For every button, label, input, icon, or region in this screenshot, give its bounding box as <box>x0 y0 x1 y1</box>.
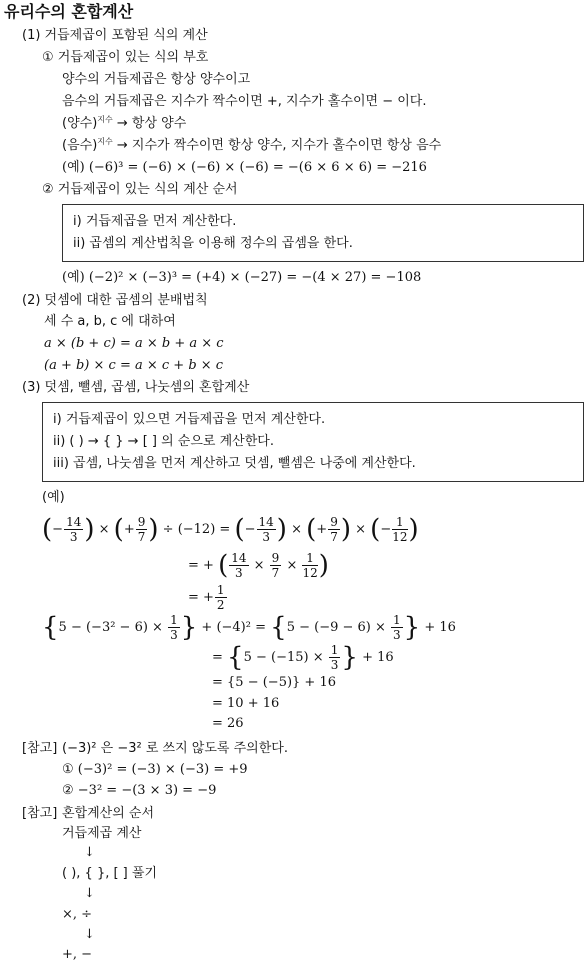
fraction: $\frac{1}{3}$ <box>330 643 339 672</box>
order-step-2: ( ), { }, [ ] 풀기 <box>62 866 158 881</box>
section-2-heading: (2) 덧셈에 대한 곱셈의 분배법칙 <box>22 293 208 308</box>
page-title: 유리수의 혼합계산 <box>4 2 134 21</box>
rule-text-2: 음수의 거듭제곱은 지수가 짝수이면 +, 지수가 홀수이면 − 이다. <box>62 94 427 109</box>
example-1: (예) (−6)³ = (−6) × (−6) × (−6) = −(6 × 6 × 6) = −216 <box>62 160 427 175</box>
rule-negative-base: (음수) <box>62 138 98 153</box>
equation-b-line-5: = 26 <box>212 716 244 731</box>
rule-positive-base: (양수) <box>62 116 98 131</box>
distributive-law-2: (a + b) × c = a × c + b × c <box>44 358 224 373</box>
fraction: $\frac{9}{7}$ <box>330 515 338 544</box>
fraction: $\frac{14}{3}$ <box>231 551 247 580</box>
fraction: $\frac{1}{3}$ <box>170 613 178 642</box>
equation-a-line-1: (− $\frac{14}{3}$ ) × (+ $\frac{9}{7}$ ) ÷ (−12) = (− $\frac{14}{3}$ ) × (+ $\frac{9}{7}$ ) × (− $\frac{1}{12}$ ) <box>42 514 419 545</box>
down-arrow-icon: ↓ <box>84 927 95 942</box>
order-box-1-line-2: ii) 곱셈의 계산법칙을 이용해 정수의 곱셈을 한다. <box>73 236 353 251</box>
example-label: (예) <box>42 490 65 505</box>
rule-positive-exp: 지수 <box>97 115 113 124</box>
note-2-label: [참고] <box>22 806 58 821</box>
equation-b-line-2: = {5 − (−15) × $\frac{1}{3}$ } + 16 <box>212 642 394 673</box>
section-3-heading: (3) 덧셈, 뺄셈, 곱셈, 나눗셈의 혼합계산 <box>22 380 250 395</box>
order-step-4: +, − <box>62 947 93 962</box>
fraction: $\frac{9}{7}$ <box>271 551 280 580</box>
order-step-3: ×, ÷ <box>62 907 93 922</box>
note-1-label: [참고] <box>22 741 58 756</box>
note-1-item-1: ① (−3)² = (−3) × (−3) = +9 <box>62 762 248 777</box>
down-arrow-icon: ↓ <box>84 886 95 901</box>
fraction: $\frac{14}{3}$ <box>66 515 82 544</box>
fraction: $\frac{1}{12}$ <box>392 515 408 544</box>
fraction: $\frac{1}{2}$ <box>216 583 225 612</box>
section-2-intro: 세 수 a, b, c 에 대하여 <box>44 314 176 329</box>
down-arrow-icon: ↓ <box>84 845 95 860</box>
equation-b-line-4: = 10 + 16 <box>212 696 280 711</box>
rule-negative-exp: 지수 <box>97 137 113 146</box>
fraction: $\frac{9}{7}$ <box>137 515 146 544</box>
order-box-1-line-1: i) 거듭제곱을 먼저 계산한다. <box>73 214 237 229</box>
section-1-item-1: ① 거듭제곱이 있는 식의 부호 <box>42 50 209 65</box>
order-box-2-line-1: i) 거듭제곱이 있으면 거듭제곱을 먼저 계산한다. <box>53 412 326 427</box>
equation-b-line-1: {5 − (−3² − 6) × $\frac{1}{3}$ } + (−4)² = {5 − (−9 − 6) × $\frac{1}{3}$ } + 16 <box>42 612 456 643</box>
rule-positive <box>62 116 186 132</box>
note-1-item-2: ② −3² = −(3 × 3) = −9 <box>62 783 217 798</box>
order-box-1 <box>62 204 584 262</box>
fraction: $\frac{1}{12}$ <box>302 551 318 580</box>
fraction: $\frac{14}{3}$ <box>258 515 274 544</box>
order-box-2-line-2: ii) ( ) → { } → [ ] 의 순으로 계산한다. <box>53 434 274 449</box>
rule-text-1: 양수의 거듭제곱은 항상 양수이고 <box>62 72 251 87</box>
example-2: (예) (−2)² × (−3)³ = (+4) × (−27) = −(4 × 27) = −108 <box>62 270 422 285</box>
distributive-law-1: a × (b + c) = a × b + a × c <box>44 336 224 351</box>
equation-b-line-3: = {5 − (−5)} + 16 <box>212 675 337 690</box>
order-step-1: 거듭제곱 계산 <box>62 826 142 841</box>
equation-a-line-3: = + $\frac{1}{2}$ <box>188 583 225 612</box>
note-1-text: (−3)² 은 −3² 로 쓰지 않도록 주의한다. <box>62 741 288 756</box>
section-1-item-2: ② 거듭제곱이 있는 식의 계산 순서 <box>42 182 238 197</box>
rule-negative <box>62 138 441 154</box>
rule-negative-result: → 지수가 짝수이면 항상 양수, 지수가 홀수이면 항상 음수 <box>112 138 442 153</box>
equation-a-line-2: = + ( $\frac{14}{3}$ × $\frac{9}{7}$ × $\frac{1}{12}$ ) <box>188 550 329 581</box>
note-2-text: 혼합계산의 순서 <box>62 806 155 821</box>
order-box-2-line-3: iii) 곱셈, 나눗셈을 먼저 계산하고 덧셈, 뺄셈은 나중에 계산한다. <box>53 456 416 471</box>
order-box-2 <box>42 402 584 482</box>
fraction: $\frac{1}{3}$ <box>393 613 401 642</box>
section-1-heading: (1) 거듭제곱이 포함된 식의 계산 <box>22 28 208 43</box>
rule-positive-result: → 항상 양수 <box>112 116 187 131</box>
